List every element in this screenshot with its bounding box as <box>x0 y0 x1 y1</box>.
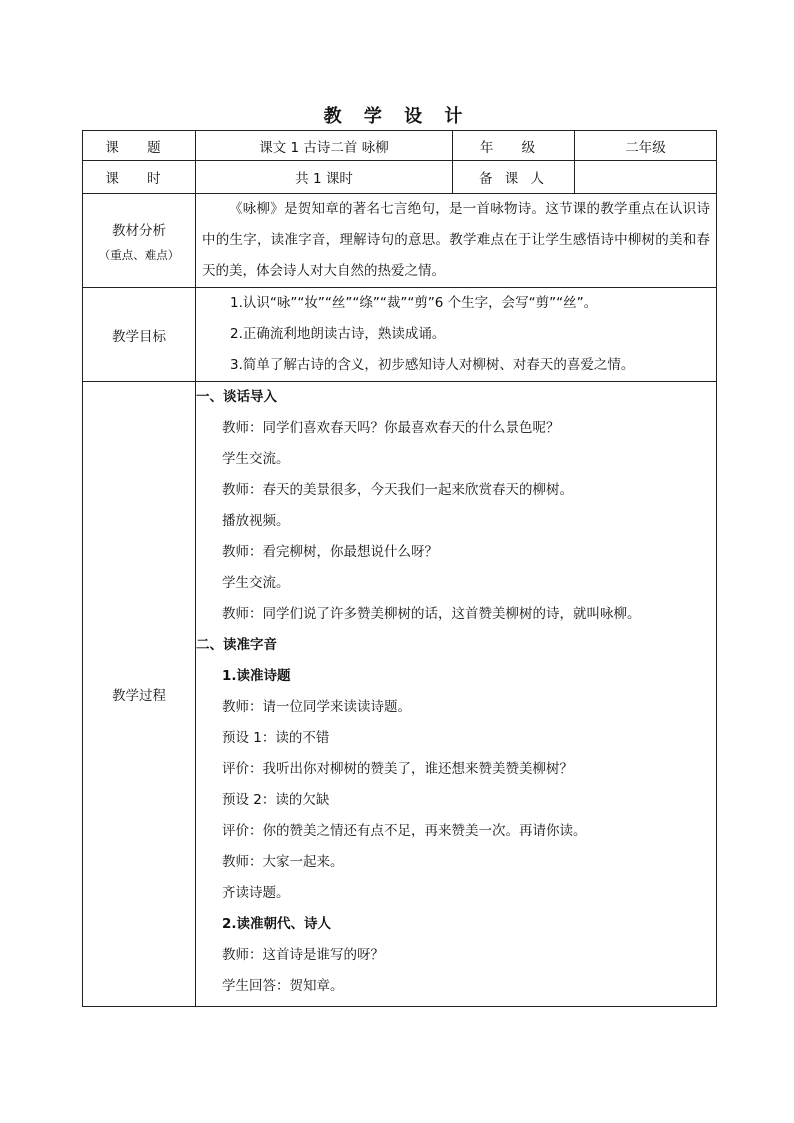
process-line: 评价：我听出你对柳树的赞美了，谁还想来赞美赞美柳树？ <box>222 761 573 777</box>
goal-item: 3.简单了解古诗的含义，初步感知诗人对柳树、对春天的喜爱之情。 <box>230 357 635 373</box>
grade-value: 二年级 <box>575 131 717 161</box>
preparer-value <box>575 161 717 194</box>
hours-value: 共 1 课时 <box>196 161 453 194</box>
process-cell <box>196 382 717 1007</box>
process-line: 教师：同学们说了许多赞美柳树的话，这首赞美柳树的诗，就叫咏柳。 <box>222 606 641 622</box>
process-line: 教师：春天的美景很多，今天我们一起来欣赏春天的柳树。 <box>222 482 573 498</box>
process-line: 教师：这首诗是谁写的呀？ <box>222 947 384 963</box>
section-heading: 二、读准字音 <box>196 637 277 653</box>
preparer-label: 备 课 人 <box>453 161 575 194</box>
topic-value: 课文 1 古诗二首 咏柳 <box>196 131 453 161</box>
topic-row <box>83 131 717 161</box>
subsection-heading: 1.读准诗题 <box>222 668 291 684</box>
process-line: 学生回答：贺知章。 <box>222 978 344 994</box>
process-label: 教学过程 <box>83 382 196 1007</box>
analysis-text: 《咏柳》是贺知章的著名七言绝句，是一首咏物诗。这节课的教学重点在认识诗中的生字，读准字音，理解诗句的意思。教学难点在于让学生感悟诗中柳树的美和春天的美，体会诗人对大自然的热爱之情。 <box>202 201 710 279</box>
analysis-cell <box>196 194 717 288</box>
hours-label: 课 时 <box>83 161 196 194</box>
process-line: 教师：同学们喜欢春天吗？你最喜欢春天的什么景色呢？ <box>222 420 560 436</box>
goals-label: 教学目标 <box>83 288 196 382</box>
analysis-row <box>83 194 717 288</box>
process-line: 播放视频。 <box>222 513 290 529</box>
goal-item: 1.认识“咏”“妆”“丝”“绦”“裁”“剪”6 个生字，会写“剪”“丝”。 <box>230 295 598 311</box>
goals-cell <box>196 288 717 382</box>
process-line: 预设 1：读的不错 <box>222 730 330 746</box>
analysis-sublabel: （重点、难点） <box>98 247 180 262</box>
goals-row <box>83 288 717 382</box>
process-line: 学生交流。 <box>222 575 290 591</box>
topic-label: 课 题 <box>83 131 196 161</box>
subsection-heading: 2.读准朝代、诗人 <box>222 916 332 932</box>
grade-label: 年 级 <box>453 131 575 161</box>
analysis-label-cell <box>83 194 196 288</box>
goal-item: 2.正确流利地朗读古诗，熟读成诵。 <box>230 326 446 342</box>
analysis-label: 教材分析 <box>112 222 166 239</box>
process-line: 预设 2：读的欠缺 <box>222 792 330 808</box>
process-line: 齐读诗题。 <box>222 885 290 901</box>
page-title: 教 学 设 计 <box>323 106 471 127</box>
process-line: 教师：请一位同学来读读诗题。 <box>222 699 411 715</box>
process-row <box>83 382 717 1007</box>
section-heading: 一、谈话导入 <box>196 389 277 405</box>
lesson-plan-table <box>82 130 717 1007</box>
hours-row <box>83 161 717 194</box>
process-line: 教师：大家一起来。 <box>222 854 344 870</box>
process-line: 教师：看完柳树，你最想说什么呀？ <box>222 544 438 560</box>
process-line: 学生交流。 <box>222 451 290 467</box>
process-line: 评价：你的赞美之情还有点不足，再来赞美一次。再请你读。 <box>222 823 587 839</box>
